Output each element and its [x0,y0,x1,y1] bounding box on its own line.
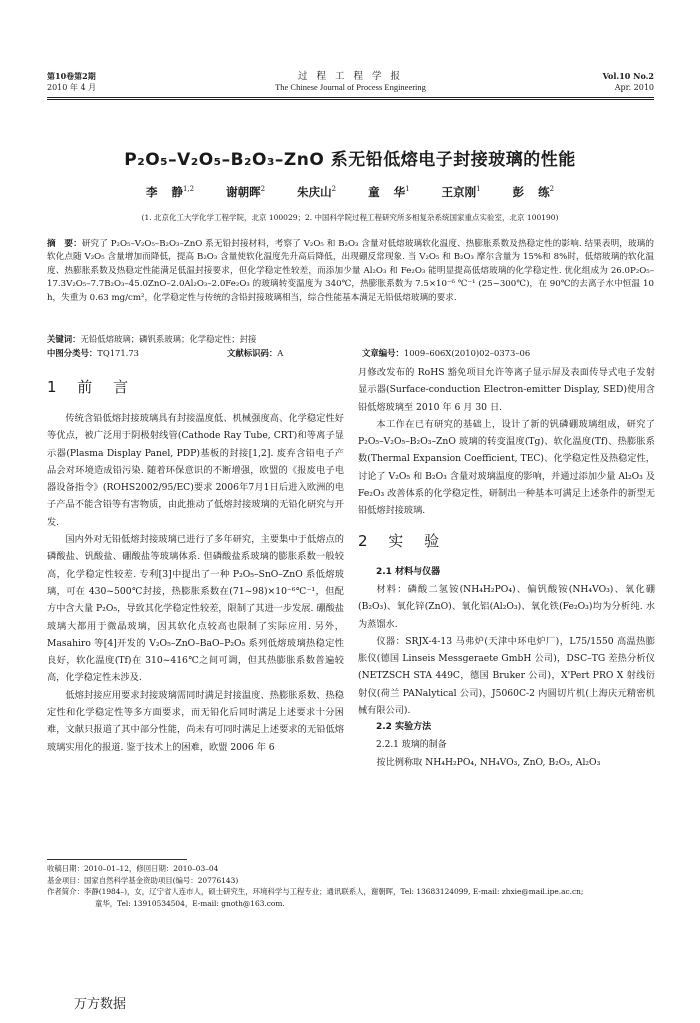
header-right [603,71,654,93]
watermark: 万方数据 [74,997,127,1012]
affiliation: (1. 北京化工大学化学工程学院，北京 100029；2. 中国科学院过程工程研究所多相复杂系统国家重点实验室，北京 100190) [141,213,559,222]
issue-date-en: Apr. 2010 [614,83,654,92]
paragraph: 材料：磷酸二氢铵(NH₄H₂PO₄)、偏钒酸铵(NH₄VO₃)、氧化硼(B₂O₃)、氧化锌(ZnO)、氧化铝(Al₂O₃)、氧化铁(Fe₂O₃)均为分析纯. 水为蒸馏水. [358,583,655,630]
journal-name-en: The Chinese Journal of Process Engineering [275,82,426,92]
volume-issue-en: Vol.10 No.2 [602,71,654,81]
paragraph: 按比例称取 NH₄H₂PO₄, NH₄VO₃, ZnO, B₂O₃, Al₂O₃ [376,756,601,768]
header-rule-bottom [47,99,654,100]
paragraph: 传统含铅低熔封接玻璃具有封接温度低、机械强度高、化学稳定性好等优点，被广泛用于阴极射线管(Cathode Ray Tube, CRT)和等离子显示器(Plasma Display Panel, PDP)基板的封接[1,2]. 废弃含铅电子产品会对环境造成铅污染. 随着环保意识的不断增强，欧盟的《报废电子电器设备指令》(ROHS2002/95/EC)要求 2006年7月1日后进入欧洲的电子产品不能含铅等有害物质，由此推动了低熔封接玻璃的无铅化研究与开发. [47,413,344,528]
right-column [358,364,655,771]
abstract-text: 研究了 P₂O₅–V₂O₅–B₂O₃–ZnO 系无铅封接材料，考察了 V₂O₅ 和 B₂O₃ 含量对低熔玻璃软化温度、热膨胀系数及热稳定性的影响. 结果表明，玻璃的软化点随 V₂O₅ 含量增加而降低，提高 B₂O₃ 含量使软化温度先升高后降低，出现硼反常现象. 当 V₂O₅ 和 B₂O₃ 摩尔含量为 15%和 8%时，低熔玻璃的软化温度、热膨胀系数及热稳定性能满足低温封接要求，但化学稳定性较差，而添加少量 Al₂O₃ 和 Fe₂O₃ 能明显提高低熔玻璃的化学稳定性. 优化组成为 26.0P₂O₅–17.3V₂O₅–7.7B₂O₃–45.0ZnO–2.0Al₂O₃–2.0Fe₂O₃ 的玻璃转变温度为 340℃，热膨胀系数为 7.5×10⁻⁶ ℃⁻¹ (25~300℃)，在 90℃的去离子水中恒温 10 h，失重为 0.63 mg/cm²，化学稳定性与传统的含铅封接玻璃相当，综合性能基本满足无铅低熔玻璃的要求. [47,239,654,303]
author: 李 静$^{1,2}$ [145,185,195,199]
paragraph: 低熔封接应用要求封接玻璃需同时满足封接温度、热膨胀系数、热稳定性和化学稳定性等多方面要求，而无铅化后同时满足上述要求十分困难，文献只报道了其中部分性能，尚未有可同时满足上述要求的无铅低熔玻璃实用化的报道. 鉴于技术上的困难，欧盟 2006 年 6 [47,689,344,753]
volume-issue: 第10卷第2期 [47,71,96,81]
footnote [47,863,654,909]
paragraph: 仪器：SRJX-4-13 马弗炉(天津中环电炉厂)，L75/1550 高温热膨胀仪(德国 Linseis Messgeraete GmbH 公司)，DSC–TG 差热分析仪(NETZSCH STA 449C，德国 Bruker 公司)，X'Pert PRO X 射线衍射仪(荷兰 PANalytical 公司)，J5060C-2 内圆切片机(上海庆元精密机械有限公司). [358,635,655,717]
keywords-text: 无铅低熔玻璃；磷钒系玻璃；化学稳定性；封接 [80,334,257,344]
cls-value: TQ171.73 [97,348,140,358]
author: 朱庆山$^2$ [297,185,337,199]
left-column [47,370,344,756]
paragraph: 本工作在已有研究的基础上，设计了新的钒磷硼玻璃组成，研究了 P₂O₅–V₂O₅–B₂O₃–ZnO 玻璃的转变温度(Tg)、软化温度(Tf)、热膨胀系数(Thermal Expansion Coefficient, TEC)、化学稳定性及热稳定性，讨论了 V₂O₅ 和 B₂O₃ 含量对玻璃温度的影响，并通过添加少量 Al₂O₃ 及 Fe₂O₃ 改善体系的化学稳定性，研制出一种基本可满足上述条件的新型无铅低熔封接玻璃. [358,418,655,517]
article-label: 文章编号： [362,348,404,358]
footnote-author-cont: 童华，Tel: 13910534504，E-mail: gnoth@163.com. [95,898,285,908]
doc-label: 文献标识码： [227,348,278,358]
footnote-funding: 基金项目：国家自然科学基金资助项目(编号：20776143) [47,875,239,885]
footnote-received: 收稿日期：2010–01–12，修回日期：2010–03–04 [47,864,219,873]
article-value: 1009–606X(2010)02–0373–06 [403,348,531,358]
section-heading-experiment: 2 实 验 [358,531,448,550]
header-center [47,71,654,93]
abstract-label: 摘 要： [47,239,82,249]
section-heading-intro: 1 前 言 [47,378,137,396]
header-rule-top [47,97,654,98]
subsection-heading: 2.2 实验方法 [376,722,432,733]
author: 彭 练$^2$ [512,185,555,199]
paragraph: 月修改发布的 RoHS 豁免项目允许等离子显示屏及表面传导式电子发射显示器(Surface-conduction Electron-emitter Display, SED)使用含铅低熔玻璃至 2010 年 6 月 30 日. [358,367,655,413]
author: 谢朝晖$^2$ [226,185,266,199]
subsubsection-heading: 2.2.1 玻璃的制备 [376,739,447,750]
subsection-heading: 2.1 材料与仪器 [376,566,441,577]
footnote-author: 作者简介：李静(1984–)，女，辽宁省人连市人，硕士研究生，环境科学与工程专业；通讯联系人，谢朝晖，Tel: 13683124099, E-mail: zhxie@mail.ipe.ac.cn; [47,887,584,896]
author: 王京刚$^1$ [441,185,481,199]
doc-value: A [277,348,284,358]
issue-date: 2010 年 4 月 [47,83,97,92]
classification-line [47,347,654,360]
paragraph: 国内外对无铅低熔封接玻璃已进行了多年研究，主要集中于低熔点的磷酸盐、钒酸盐、硼酸盐等玻璃体系. 但磷酸盐系玻璃的膨胀系数一般较高，化学稳定性较差. 专利[3]中提出了一种 P₂O₅–SnO–ZnO 系低熔玻璃，可在 430~500℃封接，热膨胀系数在(71~98)×10⁻⁶℃⁻¹，但配方中含大量 P₂O₅，导致其化学稳定性较差，限制了其进一步发展. 硼酸盐玻璃大都用于微晶玻璃，因其软化点较高也限制了实际应用. 另外，Masahiro 等[4]开发的 V₂O₅–ZnO–BaO–P₂O₅ 系列低熔玻璃热稳定性良好，软化温度(Tf)在 310~416℃之间可调，但其热膨胀系数普遍较高，化学稳定性未涉及. [47,534,344,684]
paper-title: P₂O₅–V₂O₅–B₂O₃–ZnO 系无铅低熔电子封接玻璃的性能 [124,150,576,170]
footnote-rule [47,859,187,860]
keywords [47,333,654,346]
cls-label: 中图分类号： [47,348,98,358]
abstract [47,238,654,305]
keywords-label: 关键词： [47,334,81,344]
author-list [0,184,700,200]
running-header [47,71,654,97]
journal-name-cn: 过 程 工 程 学 报 [297,71,404,82]
author: 童 华$^1$ [368,185,410,199]
